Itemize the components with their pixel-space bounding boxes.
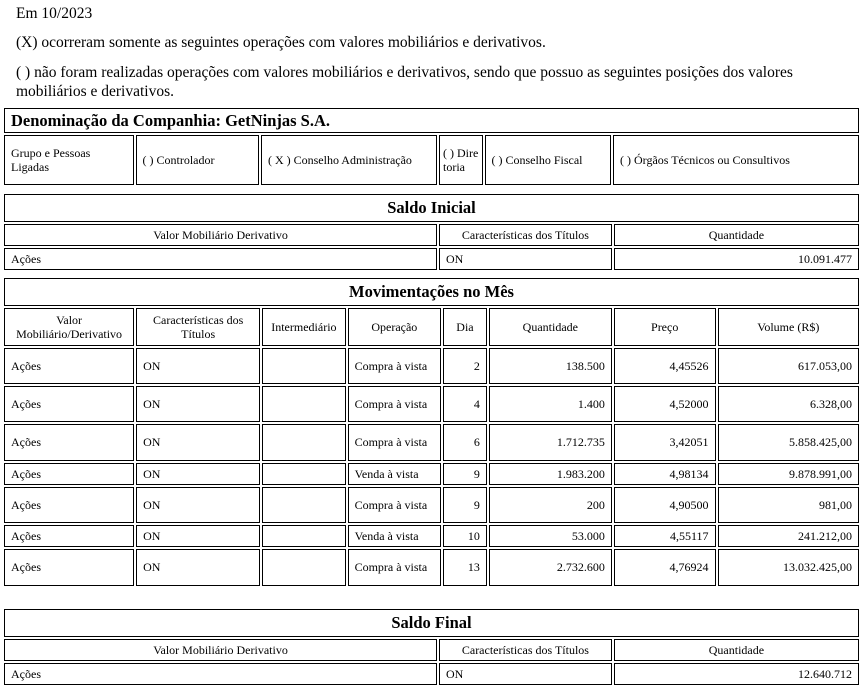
- option-controlador: ( ) Controlador: [136, 135, 259, 185]
- table-row: [4, 487, 859, 523]
- mov-col-dia: Dia: [443, 308, 487, 346]
- mov-cell-preco: 4,76924: [614, 549, 716, 586]
- mov-cell-quantidade: 200: [489, 487, 612, 523]
- mov-cell-intermediario: [262, 525, 345, 547]
- mov-cell-operacao: Venda à vista: [348, 525, 442, 547]
- movimentacoes-table: [2, 276, 861, 588]
- mov-cell-operacao: Compra à vista: [348, 386, 442, 422]
- mov-cell-dia: 4: [443, 386, 487, 422]
- mov-cell-preco: 4,98134: [614, 463, 716, 485]
- mov-cell-valor: Ações: [4, 487, 134, 523]
- table-row: [4, 424, 859, 461]
- mov-cell-intermediario: [262, 463, 345, 485]
- table-row: [4, 525, 859, 547]
- mov-cell-intermediario: [262, 424, 345, 461]
- movimentacoes-body: [4, 348, 859, 586]
- mov-col-operacao: Operação: [348, 308, 442, 346]
- saldo-final-valor: Ações: [4, 663, 437, 685]
- mov-cell-volume: 241.212,00: [718, 525, 859, 547]
- mov-cell-dia: 6: [443, 424, 487, 461]
- mov-cell-dia: 10: [443, 525, 487, 547]
- saldo-inicial-qtd: 10.091.477: [614, 248, 859, 270]
- mov-col-caract: Características dos Títulos: [136, 308, 260, 346]
- mov-cell-volume: 617.053,00: [718, 348, 859, 384]
- mov-cell-dia: 9: [443, 463, 487, 485]
- mov-cell-quantidade: 53.000: [489, 525, 612, 547]
- mov-cell-dia: 9: [443, 487, 487, 523]
- mov-cell-caract: ON: [136, 525, 260, 547]
- mov-cell-quantidade: 1.983.200: [489, 463, 612, 485]
- mov-col-intermediario: Intermediário: [262, 308, 345, 346]
- final-col-caract-header: Características dos Títulos: [439, 639, 612, 661]
- mov-cell-volume: 981,00: [718, 487, 859, 523]
- option-diretoria: ( ) Diretoria: [439, 135, 483, 185]
- mov-cell-valor: Ações: [4, 424, 134, 461]
- mov-cell-preco: 4,90500: [614, 487, 716, 523]
- mov-cell-volume: 5.858.425,00: [718, 424, 859, 461]
- saldo-inicial-table: [2, 192, 861, 272]
- mov-cell-quantidade: 1.400: [489, 386, 612, 422]
- mov-cell-preco: 4,55117: [614, 525, 716, 547]
- date-line: Em 10/2023: [16, 5, 93, 22]
- mov-cell-volume: 9.878.991,00: [718, 463, 859, 485]
- mov-cell-intermediario: [262, 386, 345, 422]
- company-title: Denominação da Companhia: GetNinjas S.A.: [4, 108, 859, 133]
- mov-cell-quantidade: 138.500: [489, 348, 612, 384]
- movimentacoes-heading: Movimentações no Mês: [4, 278, 859, 306]
- option-conselho-fiscal: ( ) Conselho Fiscal: [485, 135, 611, 185]
- mov-cell-operacao: Compra à vista: [348, 348, 442, 384]
- table-row: [4, 463, 859, 485]
- mov-cell-operacao: Compra à vista: [348, 424, 442, 461]
- mov-cell-intermediario: [262, 348, 345, 384]
- saldo-final-heading: Saldo Final: [4, 609, 859, 637]
- saldo-final-qtd: 12.640.712: [614, 663, 859, 685]
- mov-cell-dia: 2: [443, 348, 487, 384]
- table-row: [4, 386, 859, 422]
- option-conselho-administracao: ( X ) Conselho Administração: [261, 135, 437, 185]
- mov-cell-quantidade: 1.712.735: [489, 424, 612, 461]
- mov-cell-operacao: Compra à vista: [348, 487, 442, 523]
- col-caract-header: Características dos Títulos: [439, 224, 612, 246]
- mov-col-quantidade: Quantidade: [489, 308, 612, 346]
- mov-col-preco: Preço: [614, 308, 716, 346]
- mov-cell-valor: Ações: [4, 549, 134, 586]
- mov-cell-preco: 4,52000: [614, 386, 716, 422]
- mov-cell-intermediario: [262, 549, 345, 586]
- saldo-inicial-heading: Saldo Inicial: [4, 194, 859, 222]
- mov-col-volume: Volume (R$): [718, 308, 859, 346]
- mov-cell-preco: 3,42051: [614, 424, 716, 461]
- saldo-final-table: [2, 607, 861, 687]
- saldo-inicial-caract: ON: [439, 248, 612, 270]
- option-no-operations: ( ) não foram realizadas operações com valores mobiliários e derivativos, sendo que possuo as seguintes posições dos valores mobiliários e derivativos.: [16, 64, 793, 100]
- company-table: [2, 106, 861, 187]
- mov-cell-valor: Ações: [4, 386, 134, 422]
- option-orgaos-tecnicos: ( ) Órgãos Técnicos ou Consultivos: [613, 135, 859, 185]
- mov-cell-quantidade: 2.732.600: [489, 549, 612, 586]
- table-row: [4, 549, 859, 586]
- mov-cell-caract: ON: [136, 424, 260, 461]
- col-qtd-header: Quantidade: [614, 224, 859, 246]
- mov-cell-valor: Ações: [4, 348, 134, 384]
- final-col-qtd-header: Quantidade: [614, 639, 859, 661]
- saldo-final-caract: ON: [439, 663, 612, 685]
- mov-col-valor: Valor Mobiliário/Derivativo: [4, 308, 134, 346]
- col-valor-header: Valor Mobiliário Derivativo: [4, 224, 437, 246]
- option-operations-occurred: (X) ocorreram somente as seguintes operações com valores mobiliários e derivativos.: [16, 34, 546, 51]
- mov-cell-valor: Ações: [4, 463, 134, 485]
- table-row: [4, 348, 859, 384]
- mov-cell-operacao: Venda à vista: [348, 463, 442, 485]
- mov-cell-preco: 4,45526: [614, 348, 716, 384]
- mov-cell-dia: 13: [443, 549, 487, 586]
- mov-cell-intermediario: [262, 487, 345, 523]
- mov-cell-operacao: Compra à vista: [348, 549, 442, 586]
- mov-cell-volume: 13.032.425,00: [718, 549, 859, 586]
- final-col-valor-header: Valor Mobiliário Derivativo: [4, 639, 437, 661]
- mov-cell-valor: Ações: [4, 525, 134, 547]
- mov-cell-volume: 6.328,00: [718, 386, 859, 422]
- mov-cell-caract: ON: [136, 549, 260, 586]
- saldo-inicial-valor: Ações: [4, 248, 437, 270]
- mov-cell-caract: ON: [136, 463, 260, 485]
- group-label: Grupo e Pessoas Ligadas: [4, 135, 134, 185]
- mov-cell-caract: ON: [136, 386, 260, 422]
- mov-cell-caract: ON: [136, 487, 260, 523]
- mov-cell-caract: ON: [136, 348, 260, 384]
